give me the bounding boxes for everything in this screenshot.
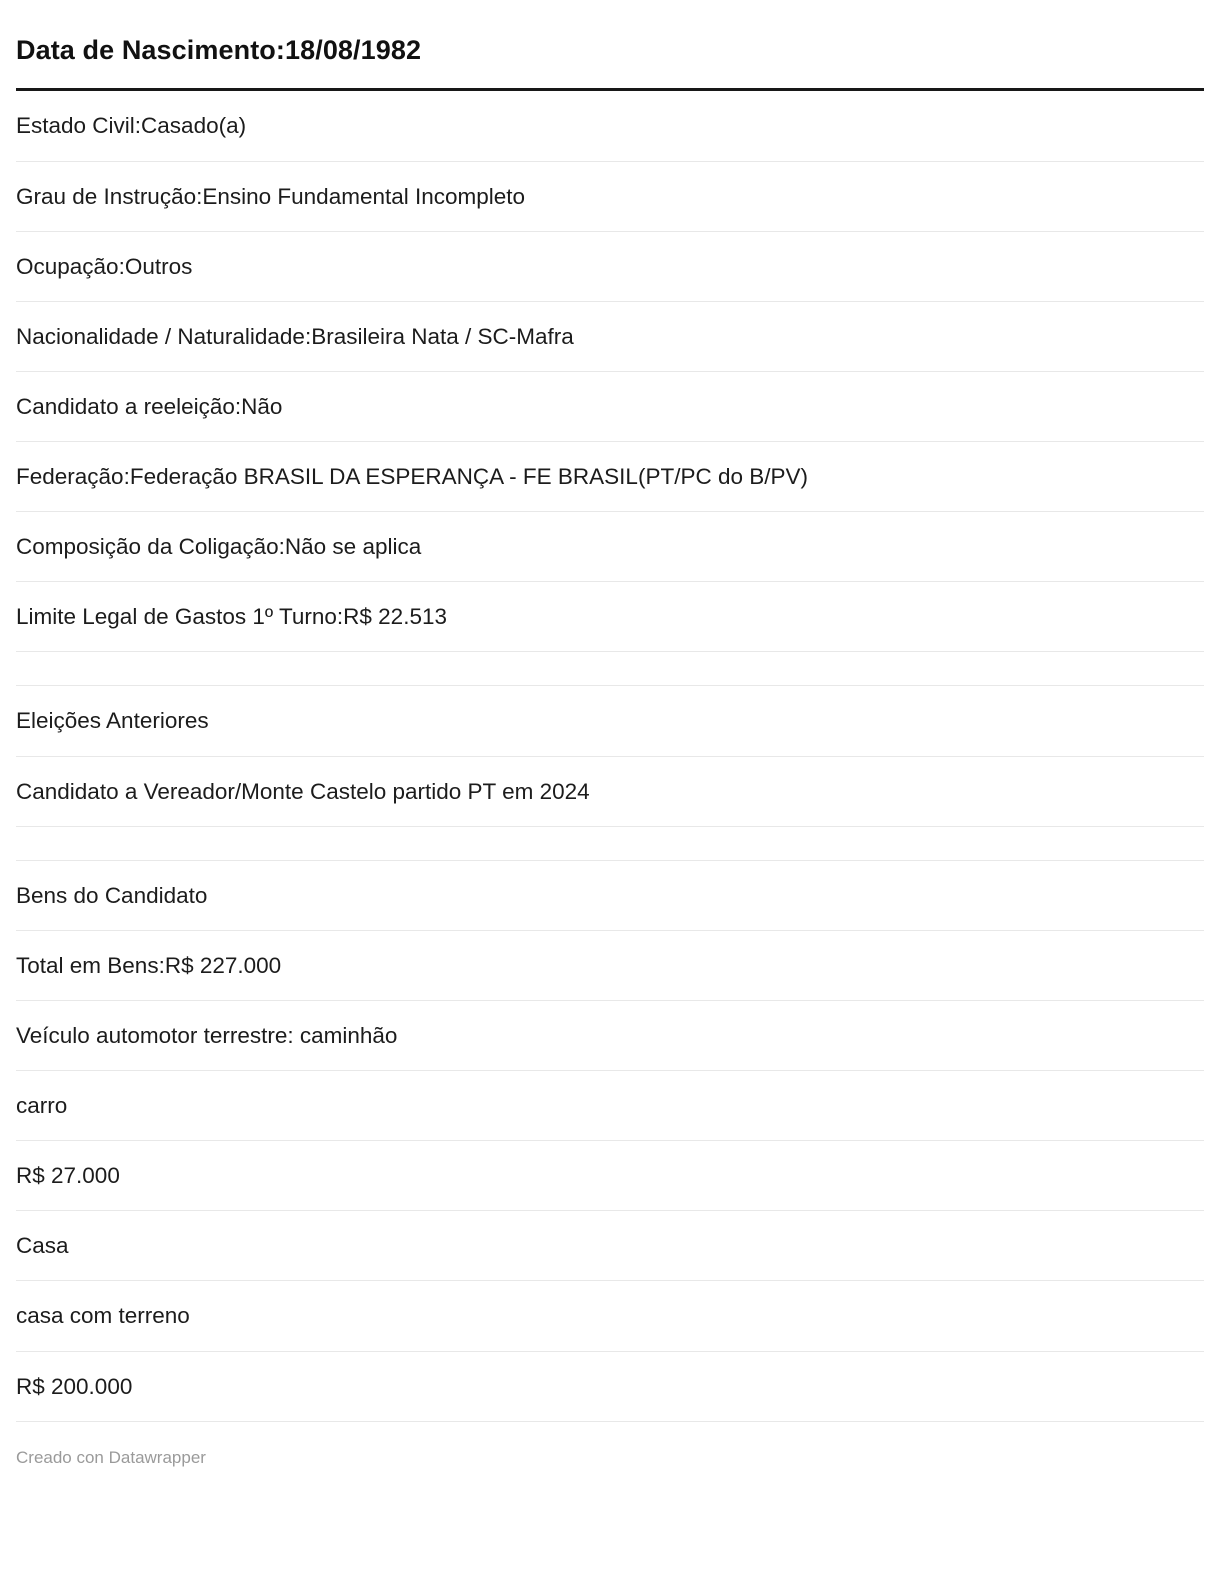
row-label: R$ 27.000 <box>16 1163 120 1189</box>
row-label: Bens do Candidato <box>16 882 208 908</box>
row-label: Limite Legal de Gastos 1º Turno: <box>16 604 344 630</box>
row-spacer <box>16 652 1204 686</box>
row-label: Total em Bens: <box>16 952 165 978</box>
row-label: Candidato a reeleição: <box>16 393 242 419</box>
detail-row <box>16 1141 1204 1211</box>
row-spacer <box>16 827 1204 861</box>
row-label: Composição da Coligação: <box>16 534 285 560</box>
birth-date-label: Data de Nascimento: <box>16 35 285 65</box>
row-label: Veículo automotor terrestre: caminhão <box>16 1022 398 1048</box>
row-label: casa com terreno <box>16 1303 190 1329</box>
row-label: R$ 200.000 <box>16 1373 133 1399</box>
detail-row <box>16 372 1204 442</box>
row-value: Não <box>241 393 283 419</box>
detail-rows <box>16 91 1204 1421</box>
detail-row <box>16 162 1204 232</box>
row-value: Outros <box>124 253 193 279</box>
row-label: Candidato a Vereador/Monte Castelo partido PT em 2024 <box>16 778 590 804</box>
detail-row <box>16 582 1204 652</box>
row-label: carro <box>16 1093 68 1119</box>
detail-row <box>16 442 1204 512</box>
detail-row <box>16 1352 1204 1422</box>
detail-row <box>16 512 1204 582</box>
row-label: Nacionalidade / Naturalidade: <box>16 323 312 349</box>
row-label: Estado Civil: <box>16 113 142 139</box>
detail-row <box>16 91 1204 161</box>
row-label: Federação: <box>16 464 130 490</box>
row-label: Grau de Instrução: <box>16 183 203 209</box>
row-value: Ensino Fundamental Incompleto <box>202 183 526 209</box>
detail-row <box>16 302 1204 372</box>
row-label: Eleições Anteriores <box>16 708 209 734</box>
footer-credit: Creado con Datawrapper <box>16 1447 206 1467</box>
row-value: Brasileira Nata / SC-Mafra <box>311 323 574 349</box>
row-value: Não se aplica <box>284 534 422 560</box>
detail-row <box>16 1001 1204 1071</box>
row-value: Federação BRASIL DA ESPERANÇA - FE BRASIL(PT/PC do B/PV) <box>129 464 808 490</box>
row-value: R$ 22.513 <box>343 604 447 630</box>
detail-row <box>16 232 1204 302</box>
detail-row <box>16 1071 1204 1141</box>
birth-date-value: 18/08/1982 <box>284 35 422 65</box>
row-value: R$ 227.000 <box>164 952 282 978</box>
page-title <box>16 0 1204 88</box>
section-heading <box>16 686 1204 756</box>
row-value: Casado(a) <box>141 113 247 139</box>
detail-row <box>16 1211 1204 1281</box>
row-label: Ocupação: <box>16 253 125 279</box>
detail-row <box>16 1281 1204 1351</box>
detail-row <box>16 931 1204 1001</box>
detail-row <box>16 757 1204 827</box>
section-heading <box>16 861 1204 931</box>
row-label: Casa <box>16 1233 69 1259</box>
